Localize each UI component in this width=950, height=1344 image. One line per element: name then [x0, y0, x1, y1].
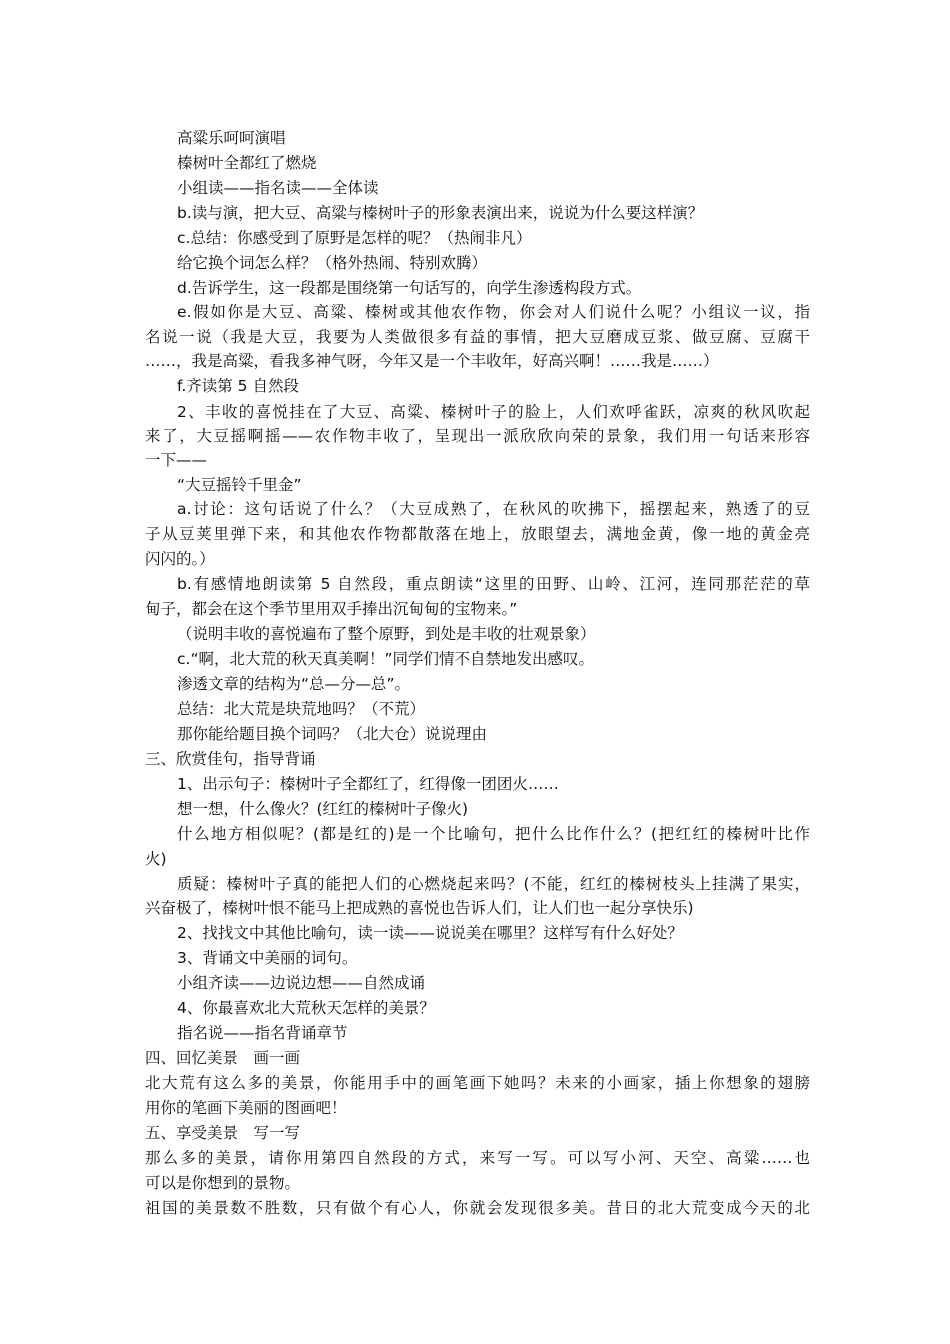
- text-line: “大豆摇铃千里金”: [177, 476, 302, 494]
- text-line: 北大荒有这么多的美景，你能用手中的画笔画下她吗？未来的小画家，插上你想象的翅膀: [145, 1074, 810, 1092]
- text-line: b.读与演，把大豆、高粱与榛树叶子的形象表演出来，说说为什么要这样演？: [177, 204, 704, 222]
- text-line: 4、你最喜欢北大荒秋天怎样的美景？: [177, 999, 435, 1017]
- text-line: 榛树叶全都红了燃烧: [177, 154, 317, 172]
- text-line: 质疑：榛树叶子真的能把人们的心燃烧起来吗？(不能，红红的榛树枝头上挂满了果实，: [177, 875, 810, 893]
- text-line: a.讨论：这句话说了什么？（大豆成熟了，在秋风的吹拂下，摇摆起来，熟透了的豆: [177, 500, 810, 518]
- text-line: 2、丰收的喜悦挂在了大豆、高粱、榛树叶子的脸上，人们欢呼雀跃，凉爽的秋风吹起: [177, 403, 810, 421]
- text-line: 渗透文章的结构为“总—分—总”。: [177, 675, 411, 693]
- text-line: 小组齐读——边说边想——自然成诵: [177, 974, 426, 992]
- text-line: 名说一说（我是大豆，我要为人类做很多有益的事情，把大豆磨成豆浆、做豆腐、豆腐干: [145, 328, 810, 346]
- text-line: c.总结：你感受到了原野是怎样的呢？（热闹非凡）: [177, 229, 532, 247]
- text-line: 子从豆荚里弹下来，和其他农作物都散落在地上，放眼望去，满地金黄，像一地的黄金亮: [145, 525, 810, 543]
- text-line: 兴奋极了，榛树叶恨不能马上把成熟的喜悦也告诉人们，让人们也一起分享快乐): [145, 899, 694, 917]
- text-line: 高粱乐呵呵演唱: [177, 129, 286, 147]
- text-line: 2、找找文中其他比喻句，读一读——说说美在哪里？这样写有什么好处？: [177, 924, 683, 942]
- text-line: 小组读——指名读——全体读: [177, 179, 379, 197]
- text-line: 什么地方相似呢？(都是红的)是一个比喻句，把什么比作什么？(把红红的榛树叶比作: [177, 825, 810, 843]
- text-line: 总结：北大荒是块荒地吗？（不荒）: [177, 700, 426, 718]
- text-line: 火): [145, 850, 167, 868]
- text-line: d.告诉学生，这一段都是围绕第一句话写的，向学生渗透构段方式。: [177, 279, 642, 297]
- section-heading: 五、享受美景 写一写: [145, 1124, 301, 1142]
- section-heading: 四、回忆美景 画一画: [145, 1049, 301, 1067]
- text-line: 3、背诵文中美丽的词句。: [177, 949, 358, 967]
- text-line: 给它换个词怎么样？（格外热闹、特别欢腾）: [177, 254, 488, 272]
- text-line: （说明丰收的喜悦遍布了整个原野，到处是丰收的壮观景象）: [177, 625, 596, 643]
- text-line: ……，我是高粱，看我多神气呀，今年又是一个丰收年，好高兴啊！……我是……）: [145, 352, 719, 370]
- text-line: 1、出示句子：榛树叶子全都红了，红得像一团团火……: [177, 775, 559, 793]
- text-line: 闪闪的。）: [145, 550, 215, 568]
- text-line: 那么多的美景，请你用第四自然段的方式，来写一写。可以写小河、天空、高粱……也: [145, 1149, 810, 1167]
- text-line: 祖国的美景数不胜数，只有做个有心人，你就会发现很多美。昔日的北大荒变成今天的北: [145, 1199, 810, 1217]
- text-line: 一下——: [145, 451, 208, 469]
- text-line: 甸子，都会在这个季节里用双手捧出沉甸甸的宝物来。”: [145, 600, 518, 618]
- text-line: 想一想，什么像火？(红红的榛树叶子像火): [177, 800, 469, 818]
- text-line: 用你的笔画下美丽的图画吧！: [145, 1099, 347, 1117]
- text-line: 来了，大豆摇啊摇——农作物丰收了，呈现出一派欣欣向荣的景象，我们用一句话来形容: [145, 427, 810, 445]
- section-heading: 三、欣赏佳句，指导背诵: [145, 750, 316, 768]
- text-line: c.“啊，北大荒的秋天真美啊！”同学们情不自禁地发出感叹。: [177, 650, 595, 668]
- text-line: 指名说——指名背诵章节: [177, 1024, 348, 1042]
- text-line: e.假如你是大豆、高粱、榛树或其他农作物，你会对人们说什么呢？小组议一议，指: [177, 303, 810, 321]
- text-line: f.齐读第 5 自然段: [177, 377, 299, 395]
- text-line: 可以是你想到的景物。: [145, 1174, 301, 1192]
- text-line: 那你能给题目换个词吗？（北大仓）说说理由: [177, 725, 488, 743]
- text-line: b.有感情地朗读第 5 自然段，重点朗读“这里的田野、山岭、江河，连同那茫茫的草: [177, 575, 810, 593]
